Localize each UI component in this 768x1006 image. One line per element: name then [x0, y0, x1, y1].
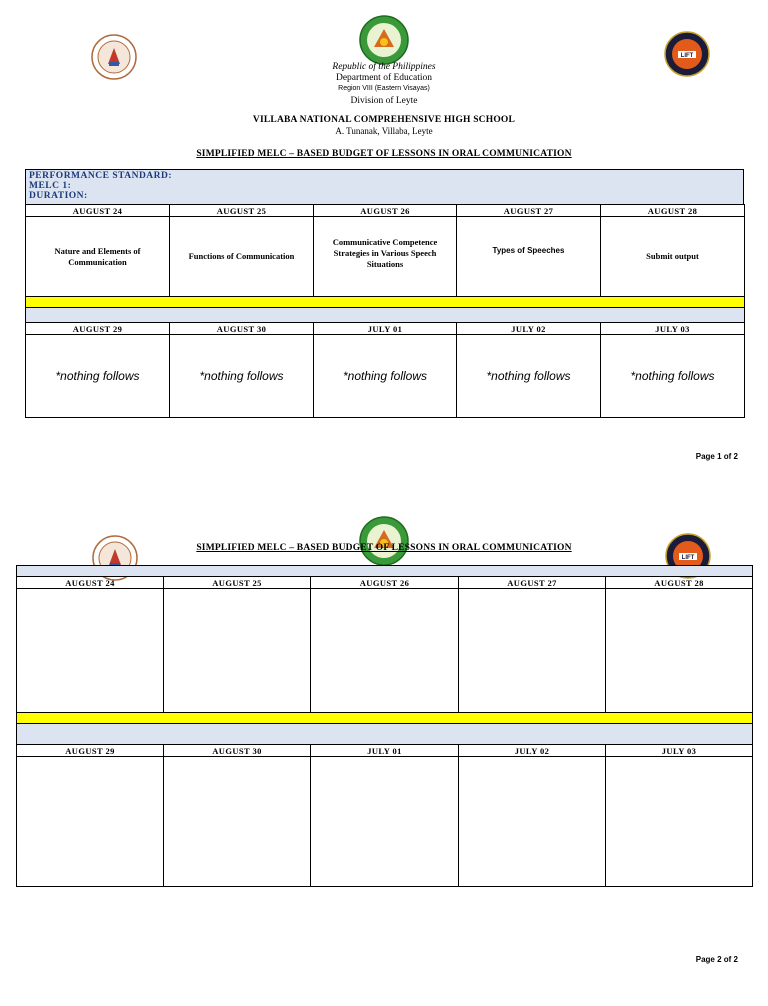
day-header: AUGUST 26 [311, 577, 459, 589]
nothing-follows-note: *nothing follows [601, 335, 745, 418]
yellow-divider [26, 297, 745, 308]
blue-divider [26, 308, 745, 323]
empty-cell [311, 757, 459, 887]
lesson-topic: Communicative Competence Strategies in Various Speech Situations [314, 217, 457, 297]
empty-cell [164, 757, 311, 887]
week1-table [25, 204, 745, 418]
day-header: AUGUST 29 [17, 745, 164, 757]
republic-line: Republic of the Philippines [332, 62, 436, 72]
empty-cell [17, 757, 164, 887]
lesson-topic: Submit output [601, 217, 745, 297]
school-address: A. Tunanak, Villaba, Leyte [335, 126, 433, 136]
empty-cell [17, 589, 164, 713]
department-line: Department of Education [335, 73, 433, 83]
empty-cell [164, 589, 311, 713]
day-header: JULY 03 [606, 745, 753, 757]
lesson-topic: Functions of Communication [170, 217, 314, 297]
page2-table [16, 565, 753, 887]
svg-text:LIFT: LIFT [681, 555, 695, 561]
deped-seal-icon [359, 15, 409, 65]
info-table [25, 169, 744, 205]
duration-label: DURATION: [29, 191, 88, 201]
day-header: AUGUST 26 [314, 205, 457, 217]
day-header: AUGUST 30 [170, 323, 314, 335]
svg-text:LIFT: LIFT [680, 53, 694, 59]
lesson-topic: Types of Speeches [457, 217, 601, 297]
day-header: AUGUST 25 [170, 205, 314, 217]
region-line: Region VIII (Eastern Visayas) [338, 85, 430, 92]
document-title: SIMPLIFIED MELC – BASED BUDGET OF LESSONS IN ORAL COMMUNICATION [196, 149, 572, 159]
day-header: JULY 01 [314, 323, 457, 335]
empty-cell [311, 589, 459, 713]
yellow-divider [17, 713, 753, 724]
nothing-follows-note: *nothing follows [314, 335, 457, 418]
empty-cell [459, 757, 606, 887]
nothing-follows-note: *nothing follows [457, 335, 601, 418]
day-header: AUGUST 24 [26, 205, 170, 217]
page-number: Page 1 of 2 [695, 452, 738, 461]
empty-cell [459, 589, 606, 713]
day-header: AUGUST 25 [164, 577, 311, 589]
day-header: JULY 01 [311, 745, 459, 757]
school-name: VILLABA NATIONAL COMPREHENSIVE HIGH SCHOOL [252, 115, 516, 125]
day-header: AUGUST 28 [601, 205, 745, 217]
day-header: AUGUST 30 [164, 745, 311, 757]
day-header: JULY 03 [601, 323, 745, 335]
document-title: SIMPLIFIED MELC – BASED BUDGET OF LESSONS IN ORAL COMMUNICATION [196, 543, 572, 553]
division-line: Division of Leyte [350, 96, 418, 106]
nothing-follows-note: *nothing follows [26, 335, 170, 418]
day-header: JULY 02 [457, 323, 601, 335]
lesson-topic: Nature and Elements of Communication [26, 217, 170, 297]
blue-divider [17, 724, 753, 745]
page-number: Page 2 of 2 [695, 955, 738, 964]
day-header: AUGUST 27 [457, 205, 601, 217]
day-header: AUGUST 27 [459, 577, 606, 589]
day-header: AUGUST 29 [26, 323, 170, 335]
empty-cell [606, 589, 753, 713]
day-header: JULY 02 [459, 745, 606, 757]
melc-label: MELC 1: [29, 181, 72, 191]
day-header: AUGUST 28 [606, 577, 753, 589]
day-header: AUGUST 24 [17, 577, 164, 589]
nothing-follows-note: *nothing follows [170, 335, 314, 418]
deped-seal-icon [359, 516, 409, 566]
blue-divider [17, 566, 753, 577]
empty-cell [606, 757, 753, 887]
performance-standard-label: PERFORMANCE STANDARD: [29, 171, 173, 181]
info-cell [26, 170, 744, 205]
